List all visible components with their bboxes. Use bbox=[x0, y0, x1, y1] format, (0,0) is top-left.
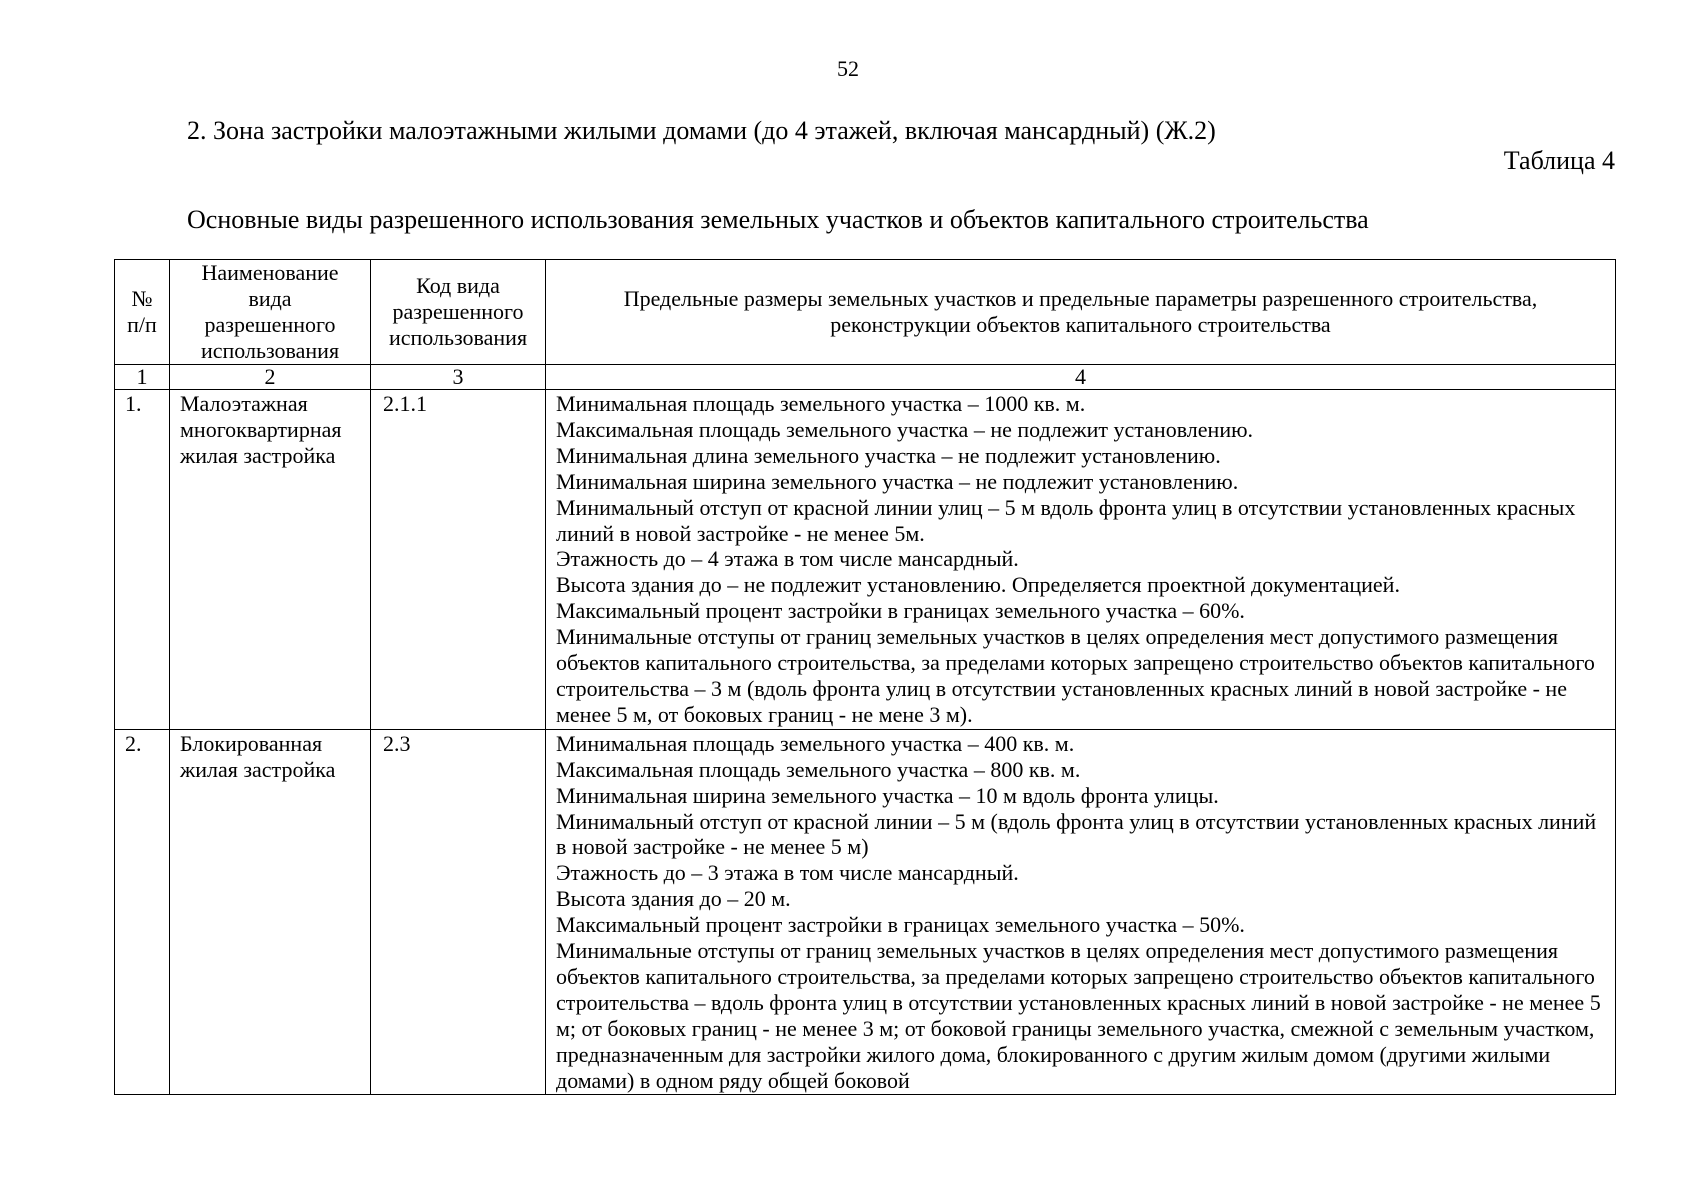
parameter-line: Этажность до – 4 этажа в том числе мансардный. bbox=[556, 546, 1019, 572]
parameter-line: Максимальный процент застройки в границах земельного участка – 60%. bbox=[556, 598, 1245, 624]
parameter-line: Максимальная площадь земельного участка – не подлежит установлению. bbox=[556, 416, 1254, 442]
row-number: 2. bbox=[115, 729, 170, 1095]
header-parameters: Предельные размеры земельных участков и предельные параметры разрешенного строительства, реконструкции объектов капитального строительства bbox=[546, 260, 1616, 365]
parameters-cell bbox=[546, 390, 1616, 730]
table-row bbox=[115, 390, 1616, 730]
use-name: Блокированная жилая застройка bbox=[170, 729, 371, 1095]
zoning-table bbox=[114, 259, 1616, 1095]
parameter-line: Минимальная длина земельного участка – не подлежит установлению. bbox=[556, 442, 1221, 468]
column-number: 4 bbox=[546, 365, 1616, 390]
table-caption: Основные виды разрешенного использования земельных участков и объектов капитального строительства bbox=[187, 205, 1369, 234]
use-code: 2.1.1 bbox=[371, 390, 546, 730]
table-row bbox=[115, 729, 1616, 1095]
use-code: 2.3 bbox=[371, 729, 546, 1095]
parameter-line: Максимальный процент застройки в границах земельного участка – 50%. bbox=[556, 912, 1245, 938]
parameter-line: Минимальные отступы от границ земельных участков в целях определения мест допустимого размещения объектов капитального строительства, за пределами которых запрещено строительство объектов капитального строительства – вдоль фронта улиц в отсутствии установленных красных линий в новой застройке - не менее 5 м; от боковых границ - не менее 3 м; от боковой границы земельного участка, смежной с земельным участком, предназначенным для застройки жилого дома, блокированного с другим жилым домом (другими жилыми домами) в одном ряду общей боковой bbox=[556, 938, 1601, 1093]
parameter-line: Этажность до – 3 этажа в том числе мансардный. bbox=[556, 860, 1019, 886]
parameter-line: Минимальная площадь земельного участка – 400 кв. м. bbox=[556, 730, 1075, 756]
parameter-line: Минимальная ширина земельного участка – не подлежит установлению. bbox=[556, 468, 1239, 494]
column-numbers-row bbox=[115, 365, 1616, 390]
row-number: 1. bbox=[115, 390, 170, 730]
parameter-line: Минимальная площадь земельного участка – 1000 кв. м. bbox=[556, 391, 1086, 416]
parameter-line: Минимальные отступы от границ земельных участков в целях определения мест допустимого размещения объектов капитального строительства, за пределами которых запрещено строительство объектов капитального строительства – 3 м (вдоль фронта улиц в отсутствии установленных красных линий в новой застройке - не менее 5 м, от боковых границ - не мене 3 м). bbox=[556, 624, 1595, 727]
header-number: № п/п bbox=[115, 260, 170, 365]
parameter-line: Высота здания до – 20 м. bbox=[556, 886, 791, 912]
table-header-row bbox=[115, 260, 1616, 365]
parameter-line: Минимальный отступ от красной линии улиц – 5 м вдоль фронта улиц в отсутствии установленных красных линий в новой застройке - не менее 5м. bbox=[556, 494, 1576, 546]
column-number: 3 bbox=[371, 365, 546, 390]
parameter-line: Высота здания до – не подлежит установлению. Определяется проектной документацией. bbox=[556, 572, 1400, 598]
parameter-line: Минимальная ширина земельного участка – 10 м вдоль фронта улицы. bbox=[556, 782, 1219, 808]
section-heading: 2. Зона застройки малоэтажными жилыми домами (до 4 этажей, включая мансардный) (Ж.2) bbox=[187, 116, 1216, 145]
page-number: 52 bbox=[837, 56, 859, 81]
column-number: 1 bbox=[115, 365, 170, 390]
parameters-cell bbox=[546, 729, 1616, 1095]
parameter-line: Минимальный отступ от красной линии – 5 м (вдоль фронта улиц в отсутствии установленных красных линий в новой застройке - не менее 5 м) bbox=[556, 808, 1597, 860]
table-label: Таблица 4 bbox=[1503, 146, 1615, 175]
header-use-code: Код вида разрешенного использования bbox=[371, 260, 546, 365]
use-name: Малоэтажная многоквартирная жилая застройка bbox=[170, 390, 371, 730]
column-number: 2 bbox=[170, 365, 371, 390]
header-use-name: Наименование вида разрешенного использования bbox=[170, 260, 371, 365]
parameter-line: Максимальная площадь земельного участка – 800 кв. м. bbox=[556, 756, 1081, 782]
